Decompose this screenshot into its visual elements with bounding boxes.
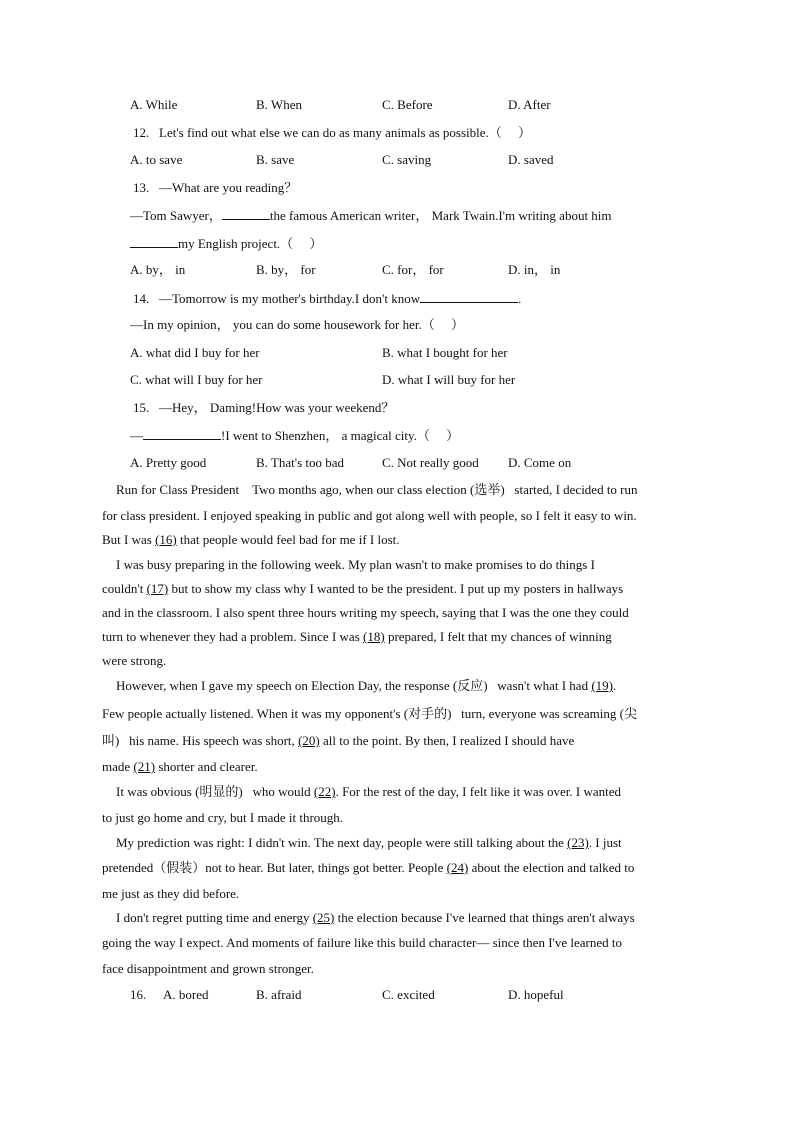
passage-text: going the way I expect. And moments of failure like this build character— since then I've learned to (102, 935, 623, 950)
passage-line (102, 935, 622, 951)
q15-stem: 15. —Hey， Daming!How was your weekend？ (133, 400, 395, 415)
blank-number[interactable]: (17) (146, 581, 169, 596)
answer-blank (222, 207, 270, 220)
passage-line (102, 886, 239, 902)
passage-text: . (613, 678, 617, 693)
q12-option-a[interactable]: A. to save (130, 152, 183, 167)
passage-line (116, 482, 638, 498)
q12-option-c[interactable]: C. saving (382, 152, 432, 167)
passage-line (102, 532, 400, 548)
blank-number[interactable]: (19) (591, 678, 614, 693)
blank-number[interactable]: (22) (313, 784, 336, 799)
passage-text: It was obvious (明显的) who would (116, 784, 314, 799)
passage-line (102, 508, 637, 524)
blank-number[interactable]: (25) (312, 910, 335, 925)
q14-option-a[interactable]: A. what did I buy for her (130, 345, 260, 360)
passage-text: the election because I've learned that things aren't always (334, 910, 635, 925)
passage-text: . For the rest of the day, I felt like it was over. I wanted (335, 784, 621, 799)
q12-stem: 12. Let's find out what else we can do as many animals as possible.（ ） (133, 125, 532, 140)
q11-option-a[interactable]: A. While (130, 97, 178, 112)
passage-line (116, 835, 622, 851)
q14-option-d[interactable]: D. what I will buy for her (382, 372, 516, 387)
passage-line (102, 581, 623, 597)
passage-line (102, 629, 612, 645)
q15-option-a[interactable]: A. Pretty good (130, 455, 207, 470)
passage-text: pretended（假装）not to hear. But later, things got better. People (102, 860, 447, 875)
q13-option-d[interactable]: D. in， in (508, 262, 561, 277)
passage-text: and in the classroom. I also spent three hours writing my speech, saying that I was the one they could (102, 605, 629, 620)
blank-number[interactable]: (18) (363, 629, 385, 644)
passage-text: were strong. (102, 653, 167, 668)
answer-blank (143, 427, 221, 440)
q13-line2 (130, 207, 612, 224)
passage-line (102, 653, 166, 669)
passage-line (102, 961, 314, 977)
passage-line (102, 605, 629, 621)
q16-option-a[interactable]: A. bored (163, 987, 209, 1002)
passage-text: Run for Class President Two months ago, when our class election (选举) started, I decided to run (116, 482, 638, 497)
passage-text: My prediction was right: I didn't win. The next day, people were still talking about the (116, 835, 568, 850)
q11-option-b[interactable]: B. When (256, 97, 302, 112)
q13-option-a[interactable]: A. by， in (130, 262, 186, 277)
passage-line (102, 810, 343, 826)
q11-option-d[interactable]: D. After (508, 97, 551, 112)
passage-line (116, 557, 595, 573)
passage-text: about the election and talked to (468, 860, 635, 875)
passage-text: . I just (588, 835, 622, 850)
passage-text: but to show my class why I wanted to be the president. I put up my posters in hallways (168, 581, 624, 596)
q13-line3 (130, 235, 322, 252)
passage-text: But I was (102, 532, 156, 547)
q13-line2-text-a: —Tom Sawyer， (130, 208, 222, 223)
q16-option-c[interactable]: C. excited (382, 987, 435, 1002)
passage-line (116, 678, 616, 694)
passage-text: prepared, I felt that my chances of winning (384, 629, 612, 644)
blank-number[interactable]: (16) (155, 532, 177, 547)
q13-option-c[interactable]: C. for， for (382, 262, 444, 277)
q13-stem: 13. —What are you reading？ (133, 180, 298, 195)
blank-number[interactable]: (20) (298, 733, 320, 748)
blank-number[interactable]: (24) (446, 860, 469, 875)
q14-stem (133, 290, 521, 307)
passage-text: to just go home and cry, but I made it through. (102, 810, 344, 825)
passage-text: shorter and clearer. (155, 759, 258, 774)
q11-option-c[interactable]: C. Before (382, 97, 433, 112)
passage-text: that people would feel bad for me if I lost. (176, 532, 400, 547)
q15-line2 (130, 427, 459, 444)
q15-option-b[interactable]: B. That's too bad (256, 455, 345, 470)
q13-line3-text: my English project.（ ） (178, 236, 323, 251)
q15-line2-text-b: !I went to Shenzhen， a magical city.（ ） (221, 428, 460, 443)
q12-option-d[interactable]: D. saved (508, 152, 554, 167)
passage-line (116, 784, 621, 800)
passage-text: couldn't (102, 581, 147, 596)
q13-option-b[interactable]: B. by， for (256, 262, 316, 277)
passage-text: face disappointment and grown stronger. (102, 961, 314, 976)
passage-text: turn to whenever they had a problem. Since I was (102, 629, 364, 644)
blank-number[interactable]: (23) (567, 835, 589, 850)
q15-line2-text-a: — (130, 428, 143, 443)
answer-blank (130, 235, 178, 248)
passage-text: me just as they did before. (102, 886, 240, 901)
q14-stem-text-a: 14. —Tomorrow is my mother's birthday.I don't know (133, 291, 421, 306)
q15-option-d[interactable]: D. Come on (508, 455, 572, 470)
passage-line (102, 759, 258, 775)
passage-text: I was busy preparing in the following week. My plan wasn't to make promises to do things I (116, 557, 595, 572)
q12-option-b[interactable]: B. save (256, 152, 295, 167)
passage-text: for class president. I enjoyed speaking in public and got along well with people, so I felt it easy to win. (102, 508, 637, 523)
q16-option-d[interactable]: D. hopeful (508, 987, 564, 1002)
blank-number[interactable]: (21) (133, 759, 156, 774)
q14-option-c[interactable]: C. what will I buy for her (130, 372, 263, 387)
q14-option-b[interactable]: B. what I bought for her (382, 345, 508, 360)
passage-text: However, when I gave my speech on Election Day, the response (反应) wasn't what I had (116, 678, 592, 693)
q14-line2: —In my opinion， you can do some housework for her.（ ） (130, 317, 464, 332)
passage-line (102, 860, 634, 876)
q13-line2-text-b: the famous American writer， Mark Twain.I'm writing about him (269, 208, 612, 223)
q16-option-b[interactable]: B. afraid (256, 987, 302, 1002)
passage-text: all to the point. By then, I realized I should have (319, 733, 575, 748)
passage-text: Few people actually listened. When it was my opponent's (对手的) turn, everyone was screaming (尖 (102, 706, 637, 721)
passage-text: 叫) his name. His speech was short, (102, 733, 299, 748)
passage-text: I don't regret putting time and energy (116, 910, 313, 925)
q14-stem-text-b: . (518, 291, 522, 306)
passage-line (102, 733, 574, 749)
passage-line (102, 706, 637, 722)
passage-line (116, 910, 635, 926)
q16-number: 16. (130, 987, 147, 1002)
answer-blank (420, 290, 518, 303)
passage-text: made (102, 759, 134, 774)
q15-option-c[interactable]: C. Not really good (382, 455, 479, 470)
